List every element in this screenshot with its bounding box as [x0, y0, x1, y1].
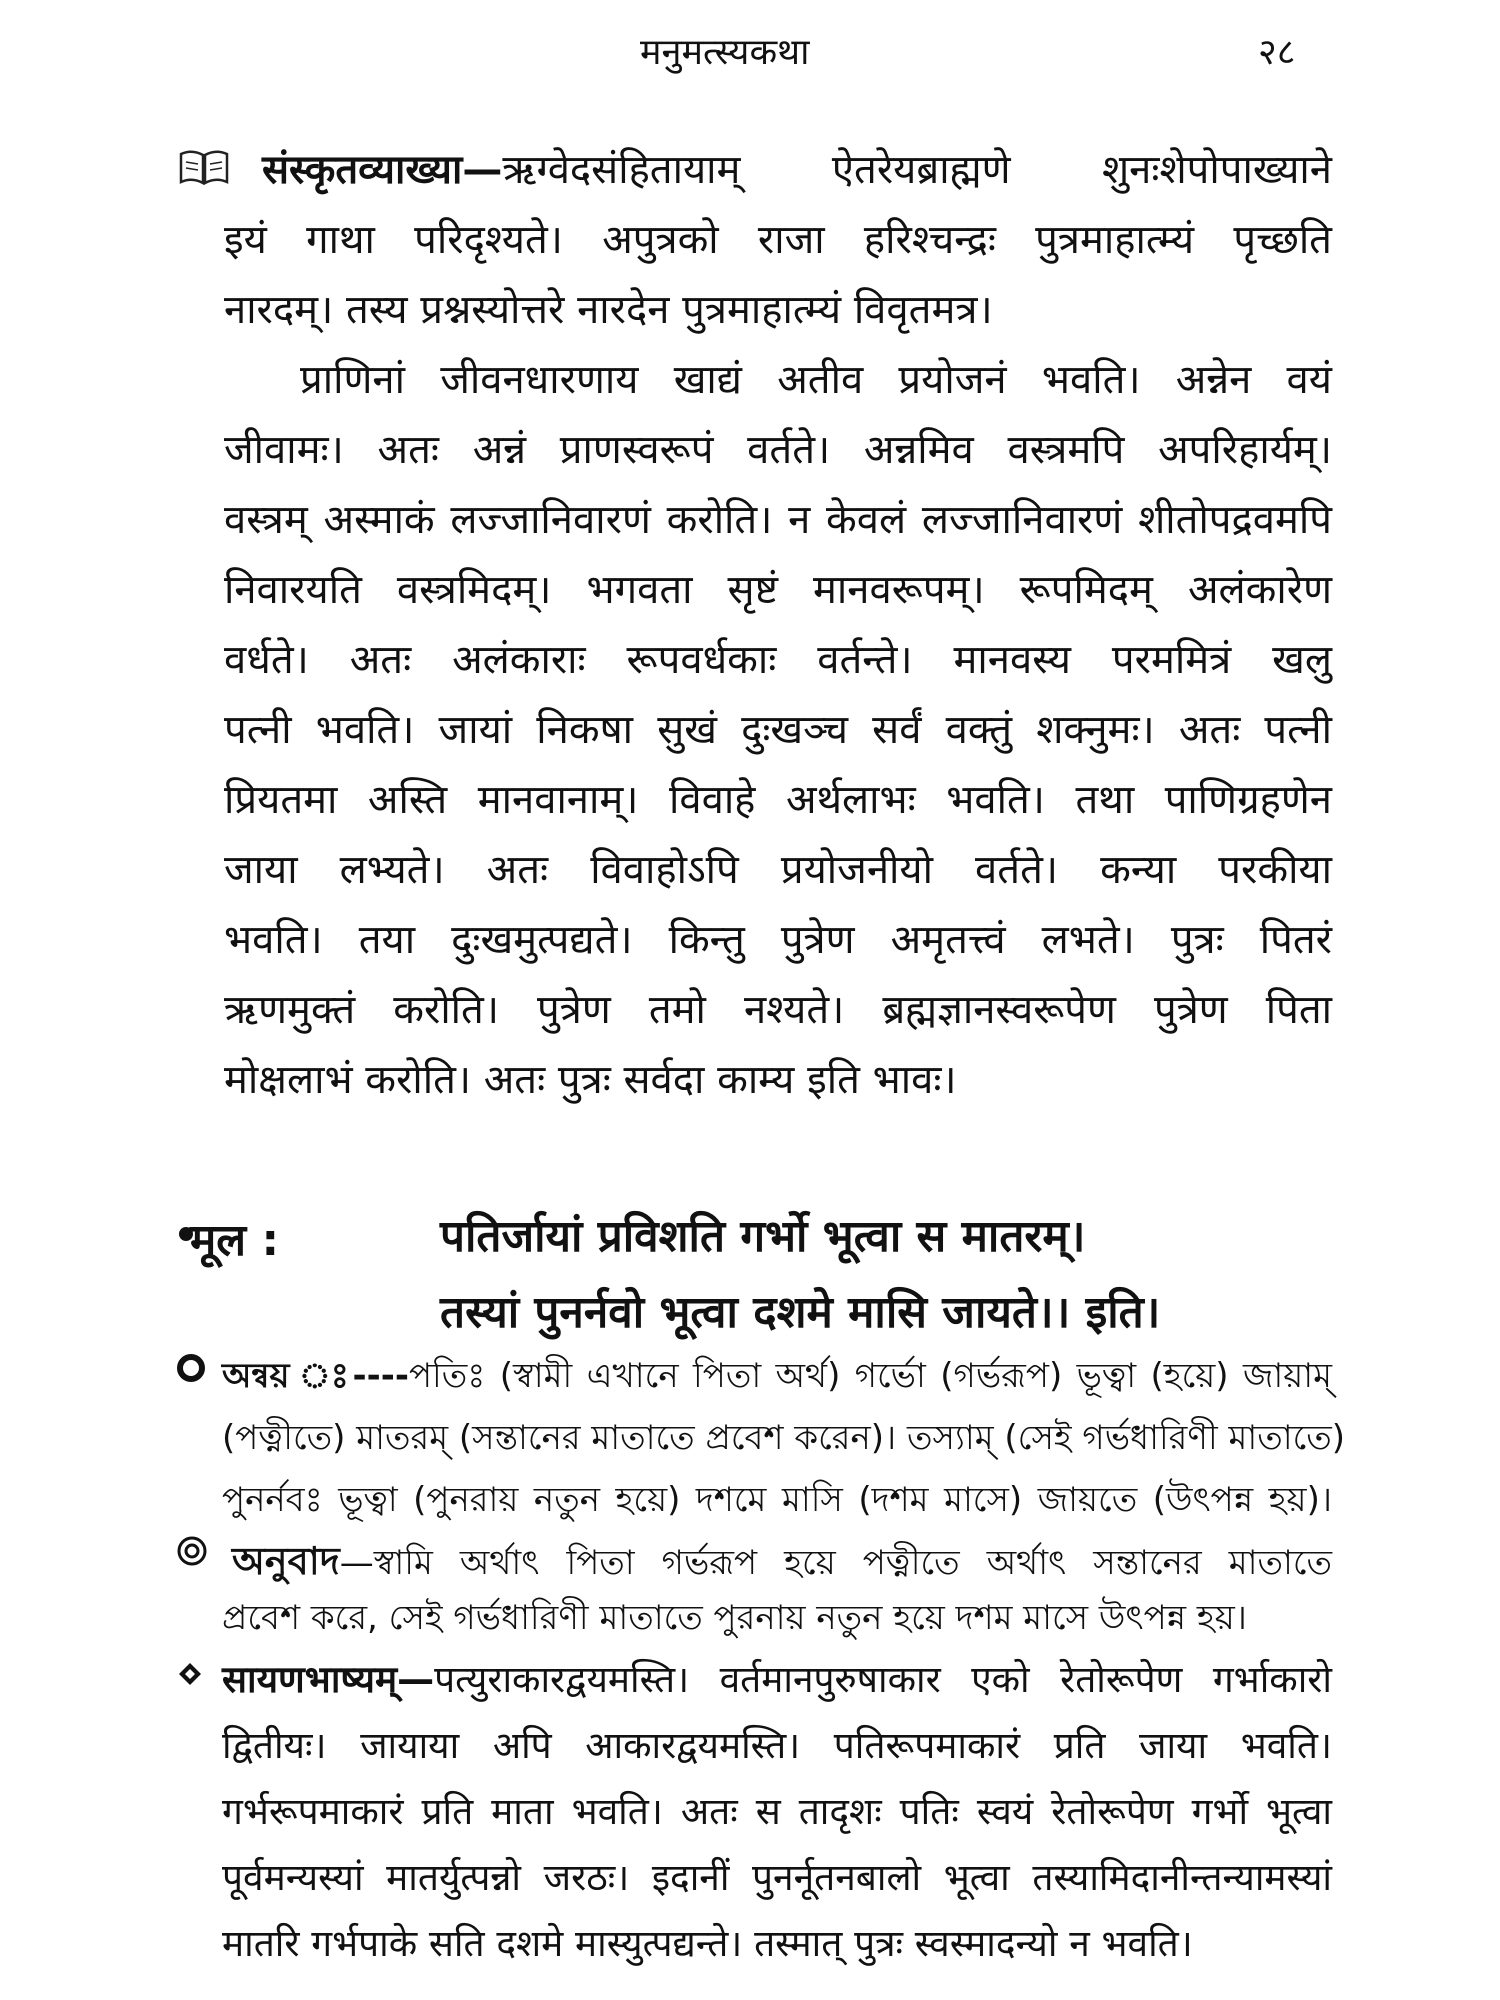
sayana-text: पत्युराकारद्वयमस्ति। वर्तमानपुरुषाकार एको रेतोरूपेण गर्भाकारो — [434, 1658, 1332, 1701]
diamond-bullet-icon — [178, 1662, 202, 1686]
mul-label: मूल : — [190, 1215, 280, 1266]
sayana-line — [222, 1652, 1332, 1703]
sayana-label: सायणभाष्यम्— — [222, 1658, 435, 1701]
anuvad-line — [232, 1532, 1332, 1596]
paragraph-line: वस्त्रम् अस्माकं लज्जानिवारणं करोति। न केवलं लज्जानिवारणं शीतोपद्रवमपि — [224, 497, 1332, 543]
anuvad-label: অনুবাদ — [232, 1539, 340, 1583]
anuvad-text: —স্বামি অর্থাৎ পিতা গর্ভরূপ হয়ে পত্নীতে অর্থাৎ সন্তানের মাতাতে — [339, 1543, 1332, 1583]
commentary-line: इयं गाथा परिदृश्यते। अपुत्रको राजा हरिश्चन्द्रः पुत्रमाहात्म्यं पृच्छति — [224, 217, 1332, 263]
anvay-line — [222, 1350, 1332, 1407]
paragraph-line: जाया लभ्यते। अतः विवाहोऽपि प्रयोजनीयो वर्तते। कन्या परकीया — [224, 847, 1332, 893]
verse-line: पतिर्जायां प्रविशति गर्भो भूत्वा स मातरम्। — [440, 1211, 1086, 1262]
commentary-label: संस्कृतव्याख्या— — [262, 147, 503, 193]
paragraph-line: प्राणिनां जीवनधारणाय खाद्यं अतीव प्रयोजनं भवति। अन्नेन वयं — [300, 357, 1332, 403]
sayana-line: गर्भरूपमाकारं प्रति माता भवति। अतः स तादृशः पतिः स्वयं रेतोरूपेण गर्भो भूत्वा — [222, 1790, 1332, 1833]
anvay-line: পুনর্নবঃ ভূত্বা (পুনরায় নতুন হয়ে) দশমে মাসি (দশম মাসে) জায়তে (উৎপন্ন হয়)। — [222, 1480, 1332, 1520]
anvay-text: পতিঃ (স্বামী এখানে পিতা অর্থ) গর্ভো (গর্ভরূপ) ভূত্বা (হয়ে) জায়াম্ — [408, 1356, 1332, 1396]
anuvad-line: প্রবেশ করে, সেই গর্ভধারিণী মাতাতে পুরনায় নতুন হয়ে দশম মাসে উৎপন্ন হয়। — [222, 1598, 1247, 1638]
paragraph-line: ऋणमुक्तं करोति। पुत्रेण तमो नश्यते। ब्रह्मज्ञानस्वरूपेण पुत्रेण पिता — [224, 987, 1332, 1033]
paragraph-line: पत्नी भवति। जायां निकषा सुखं दुःखञ्च सर्वं वक्तुं शक्नुमः। अतः पत्नी — [224, 707, 1332, 753]
sayana-line: मातरि गर्भपाके सति दशमे मास्युत्पद्यन्ते। तस्मात् पुत्रः स्वस्मादन्यो न भवति। — [222, 1922, 1193, 1965]
paragraph-line: जीवामः। अतः अन्नं प्राणस्वरूपं वर्तते। अन्नमिव वस्त्रमपि अपरिहार्यम्। — [224, 427, 1332, 473]
commentary-text: ऋग्वेदसंहितायाम् ऐतरेयब्राह्मणे शुनःशेपोपाख्याने — [502, 147, 1332, 193]
ring-bullet-icon — [176, 1353, 206, 1383]
sayana-line: द्वितीयः। जायाया अपि आकारद्वयमस्ति। पतिरूपमाकारं प्रति जाया भवति। — [222, 1724, 1332, 1767]
paragraph-line: निवारयति वस्त्रमिदम्। भगवता सृष्टं मानवरूपम्। रूपमिदम् अलंकारेण — [224, 567, 1332, 613]
running-title: मनुमत्स्यकथा — [640, 32, 810, 73]
paragraph-line: मोक्षलाभं करोति। अतः पुत्रः सर्वदा काम्य इति भावः। — [224, 1057, 957, 1103]
double-circle-icon — [176, 1535, 208, 1567]
anvay-line: (পত্নীতে) মাতরম্ (সন্তানের মাতাতে প্রবেশ করেন)। তস্যাম্ (সেই গর্ভধারিণী মাতাতে) — [222, 1418, 1346, 1458]
paragraph-line: वर्धते। अतः अलंकाराः रूपवर्धकाः वर्तन्ते। मानवस्य परममित्रं खलु — [224, 637, 1332, 683]
anvay-label: অন্বয় ঃ---- — [222, 1356, 409, 1396]
commentary-line: नारदम्। तस्य प्रश्नस्योत्तरे नारदेन पुत्रमाहात्म्यं विवृतमत्र। — [224, 287, 993, 333]
open-book-icon — [178, 148, 230, 188]
verse-line: तस्यां पुनर्नवो भूत्वा दशमे मासि जायते।। इति। — [440, 1287, 1161, 1338]
paragraph-line: प्रियतमा अस्ति मानवानाम्। विवाहे अर्थलाभः भवति। तथा पाणिग्रहणेन — [224, 777, 1332, 823]
paragraph-line: भवति। तया दुःखमुत्पद्यते। किन्तु पुत्रेण अमृतत्त्वं लभते। पुत्रः पितरं — [224, 917, 1332, 963]
commentary-line — [262, 140, 1332, 195]
sayana-line: पूर्वमन्यस्यां मातर्युत्पन्नो जरठः। इदानीं पुनर्नूतनबालो भूत्वा तस्यामिदानीन्तन्यामस्यां — [222, 1856, 1332, 1899]
page-number: २८ — [1258, 32, 1296, 73]
